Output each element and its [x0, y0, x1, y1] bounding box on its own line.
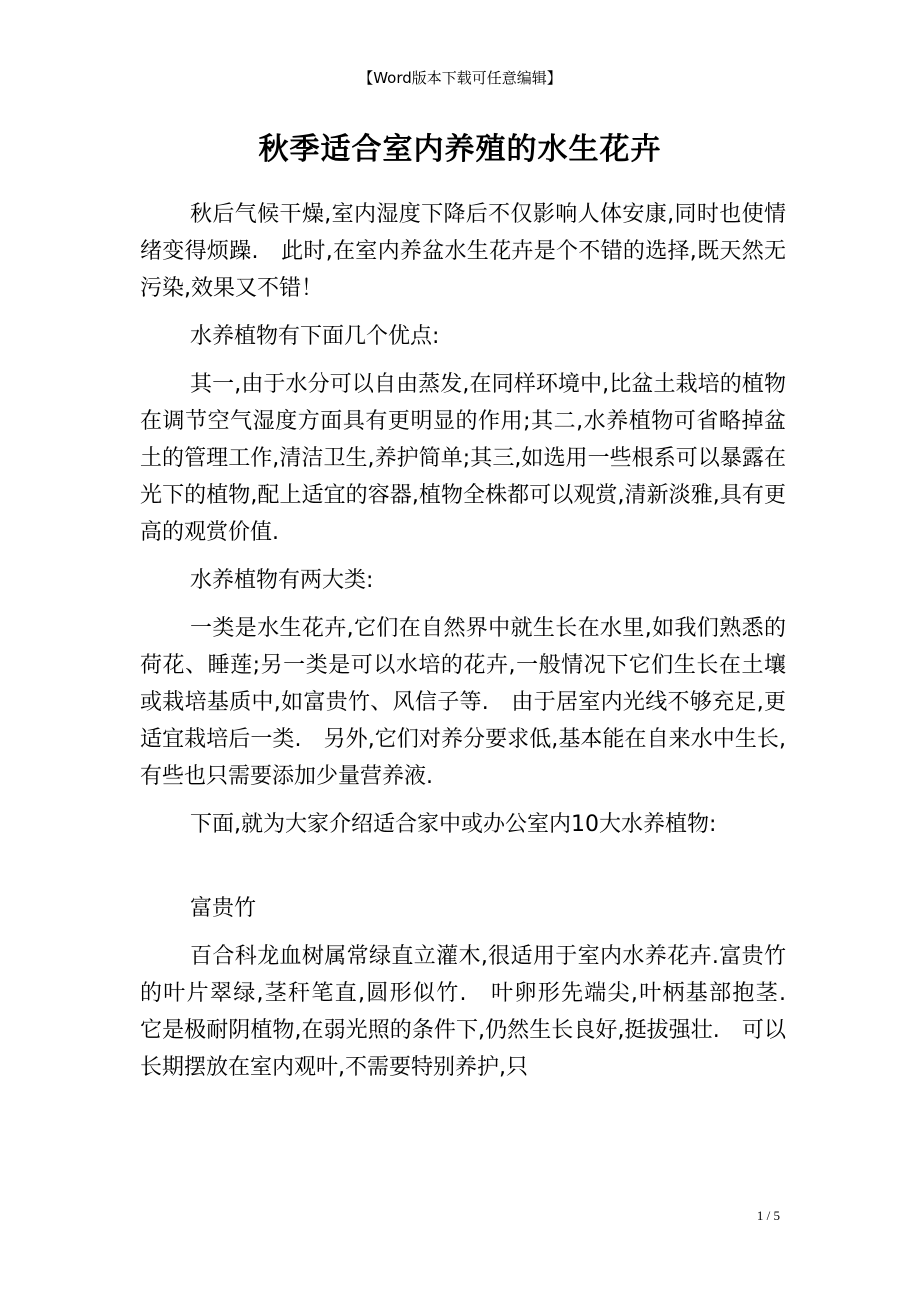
- document-header: 【Word版本下载可任意编辑】: [358, 69, 562, 87]
- section-heading: 富贵竹: [190, 896, 257, 921]
- document-title: 秋季适合室内养殖的水生花卉: [258, 132, 662, 167]
- paragraph-advantages: 其一,由于水分可以自由蒸发,在同样环境中,比盆土栽培的植物在调节空气湿度方面具有更明显的作用;其二,水养植物可省略掉盆土的管理工作,清洁卫生,养护简单;其三,如选用一些根系可以暴露在光下的植物,配上适宜的容器,植物全株都可以观赏,清新淡雅,具有更高的观赏价值.: [140, 372, 786, 545]
- paragraph-advantages-heading: 水养植物有下面几个优点:: [190, 324, 440, 349]
- paragraph-intro: 秋后气候干燥,室内湿度下降后不仅影响人体安康,同时也使情绪变得烦躁. 此时,在室内养盆水生花卉是个不错的选择,既天然无污染,效果又不错！: [140, 202, 786, 301]
- blank-line: [140, 854, 786, 890]
- paragraph-categories: 一类是水生花卉,它们在自然界中就生长在水里,如我们熟悉的荷花、睡莲;另一类是可以水培的花卉,一般情况下它们生长在土壤或栽培基质中,如富贵竹、风信子等. 由于居室内光线不够充足,更适宜栽培后一类. 另外,它们对养分要求低,基本能在自来水中生长,有些也只需要添加少量营养液.: [140, 616, 786, 789]
- page-number: 1 / 5: [756, 1208, 780, 1223]
- document-body: [140, 196, 809, 1097]
- paragraph-list-intro: 下面,就为大家介绍适合家中或办公室内10大水养植物:: [190, 812, 717, 837]
- paragraph-section: 百合科龙血树属常绿直立灌木,很适用于室内水养花卉.富贵竹的叶片翠绿,茎秆笔直,圆形似竹. 叶卵形先端尖,叶柄基部抱茎. 它是极耐阴植物,在弱光照的条件下,仍然生长良好,挺拔强壮. 可以长期摆放在室内观叶,不需要特别养护,只: [140, 944, 809, 1080]
- paragraph-categories-heading: 水养植物有两大类:: [190, 568, 374, 593]
